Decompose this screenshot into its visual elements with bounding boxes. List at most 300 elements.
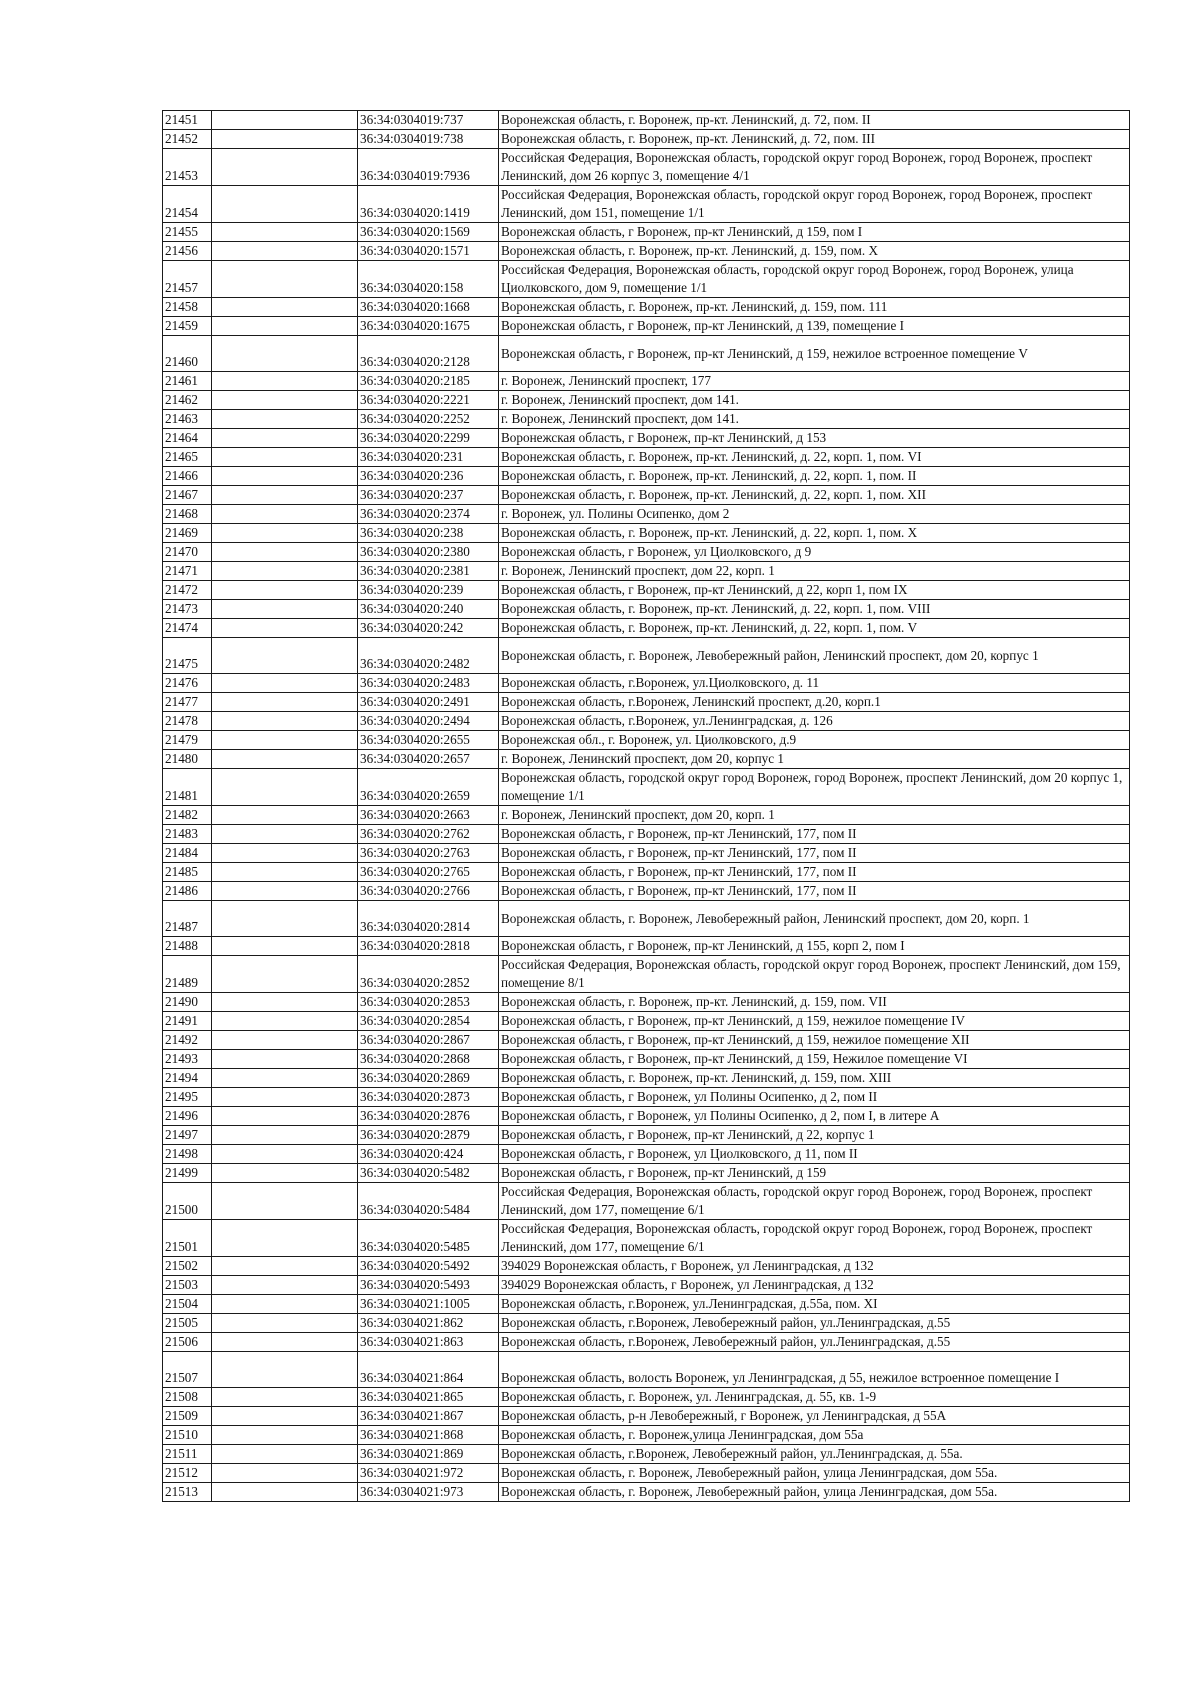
row-number-cell: 21493 <box>163 1050 212 1069</box>
table-row <box>163 825 1130 844</box>
row-number-cell: 21502 <box>163 1257 212 1276</box>
address-cell: Воронежская область, г Воронеж, пр-кт Ленинский, д 159, нежилое встроенное помещение V <box>499 336 1130 372</box>
table-row <box>163 543 1130 562</box>
cadastral-number-cell: 36:34:0304020:2766 <box>358 882 499 901</box>
empty-cell <box>212 993 358 1012</box>
cadastral-number-cell: 36:34:0304020:237 <box>358 486 499 505</box>
address-cell: Воронежская область, г Воронеж, пр-кт Ленинский, 177, пом II <box>499 844 1130 863</box>
address-cell: Воронежская область, г Воронеж, пр-кт Ленинский, д 159 <box>499 1164 1130 1183</box>
empty-cell <box>212 750 358 769</box>
cadastral-number-cell: 36:34:0304020:2852 <box>358 956 499 993</box>
table-row <box>163 372 1130 391</box>
table-row <box>163 1295 1130 1314</box>
row-number-cell: 21491 <box>163 1012 212 1031</box>
address-cell: Воронежская область, г Воронеж, ул Циолковского, д 11, пом II <box>499 1145 1130 1164</box>
cadastral-number-cell: 36:34:0304020:158 <box>358 261 499 298</box>
cadastral-number-cell: 36:34:0304020:242 <box>358 619 499 638</box>
cadastral-number-cell: 36:34:0304020:5493 <box>358 1276 499 1295</box>
row-number-cell: 21457 <box>163 261 212 298</box>
cadastral-number-cell: 36:34:0304021:869 <box>358 1445 499 1464</box>
table-row <box>163 1276 1130 1295</box>
address-cell: Российская Федерация, Воронежская область, городской округ город Воронеж, город Воронеж, проспект Ленинский, дом 177, помещение 6/1 <box>499 1220 1130 1257</box>
address-cell: Воронежская область, г. Воронеж, пр-кт. Ленинский, д. 22, корп. 1, пом. VI <box>499 448 1130 467</box>
cadastral-number-cell: 36:34:0304020:1419 <box>358 186 499 223</box>
empty-cell <box>212 429 358 448</box>
cadastral-number-cell: 36:34:0304021:864 <box>358 1352 499 1388</box>
row-number-cell: 21463 <box>163 410 212 429</box>
cadastral-number-cell: 36:34:0304020:2252 <box>358 410 499 429</box>
empty-cell <box>212 391 358 410</box>
row-number-cell: 21454 <box>163 186 212 223</box>
row-number-cell: 21495 <box>163 1088 212 1107</box>
row-number-cell: 21501 <box>163 1220 212 1257</box>
row-number-cell: 21470 <box>163 543 212 562</box>
row-number-cell: 21499 <box>163 1164 212 1183</box>
address-cell: г. Воронеж, Ленинский проспект, дом 20, корп. 1 <box>499 806 1130 825</box>
row-number-cell: 21482 <box>163 806 212 825</box>
row-number-cell: 21513 <box>163 1483 212 1502</box>
table-row <box>163 1314 1130 1333</box>
empty-cell <box>212 562 358 581</box>
cadastral-number-cell: 36:34:0304020:2763 <box>358 844 499 863</box>
row-number-cell: 21478 <box>163 712 212 731</box>
table-row <box>163 149 1130 186</box>
cadastral-number-cell: 36:34:0304021:865 <box>358 1388 499 1407</box>
table-row <box>163 619 1130 638</box>
address-cell: Воронежская обл., г. Воронеж, ул. Циолковского, д.9 <box>499 731 1130 750</box>
table-row <box>163 524 1130 543</box>
table-row <box>163 1483 1130 1502</box>
empty-cell <box>212 130 358 149</box>
cadastral-number-cell: 36:34:0304021:867 <box>358 1407 499 1426</box>
row-number-cell: 21500 <box>163 1183 212 1220</box>
address-cell: 394029 Воронежская область, г Воронеж, ул Ленинградская, д 132 <box>499 1257 1130 1276</box>
table-row <box>163 1088 1130 1107</box>
table-row <box>163 467 1130 486</box>
address-cell: г. Воронеж, Ленинский проспект, дом 141. <box>499 410 1130 429</box>
address-cell: Воронежская область, г. Воронеж, Левобережный район, Ленинский проспект, дом 20, корп. 1 <box>499 901 1130 937</box>
empty-cell <box>212 674 358 693</box>
address-cell: 394029 Воронежская область, г Воронеж, ул Ленинградская, д 132 <box>499 1276 1130 1295</box>
table-row <box>163 391 1130 410</box>
address-cell: Воронежская область, г. Воронеж, пр-кт. Ленинский, д. 159, пом. X <box>499 242 1130 261</box>
row-number-cell: 21511 <box>163 1445 212 1464</box>
address-cell: Воронежская область, г.Воронеж, Левобережный район, ул.Ленинградская, д. 55а. <box>499 1445 1130 1464</box>
cadastral-number-cell: 36:34:0304020:5484 <box>358 1183 499 1220</box>
address-cell: Воронежская область, г.Воронеж, Левобережный район, ул.Ленинградская, д.55 <box>499 1333 1130 1352</box>
empty-cell <box>212 298 358 317</box>
table-row <box>163 1388 1130 1407</box>
address-cell: Воронежская область, г. Воронеж, пр-кт. Ленинский, д. 22, корп. 1, пом. VIII <box>499 600 1130 619</box>
cadastral-number-cell: 36:34:0304020:1668 <box>358 298 499 317</box>
document-page <box>162 110 1130 1502</box>
empty-cell <box>212 806 358 825</box>
empty-cell <box>212 619 358 638</box>
table-row <box>163 638 1130 674</box>
address-cell: Воронежская область, г Воронеж, пр-кт Ленинский, д 159, пом I <box>499 223 1130 242</box>
row-number-cell: 21460 <box>163 336 212 372</box>
cadastral-number-cell: 36:34:0304020:2879 <box>358 1126 499 1145</box>
cadastral-number-cell: 36:34:0304021:1005 <box>358 1295 499 1314</box>
cadastral-number-cell: 36:34:0304020:2491 <box>358 693 499 712</box>
table-row <box>163 1069 1130 1088</box>
empty-cell <box>212 1164 358 1183</box>
cadastral-number-cell: 36:34:0304020:2818 <box>358 937 499 956</box>
empty-cell <box>212 1426 358 1445</box>
empty-cell <box>212 1031 358 1050</box>
table-row <box>163 1464 1130 1483</box>
address-cell: Воронежская область, г Воронеж, ул Циолковского, д 9 <box>499 543 1130 562</box>
empty-cell <box>212 600 358 619</box>
table-row <box>163 1352 1130 1388</box>
cadastral-number-cell: 36:34:0304020:2482 <box>358 638 499 674</box>
empty-cell <box>212 336 358 372</box>
table-row <box>163 410 1130 429</box>
cadastral-number-cell: 36:34:0304020:2814 <box>358 901 499 937</box>
row-number-cell: 21461 <box>163 372 212 391</box>
table-row <box>163 693 1130 712</box>
address-cell: Воронежская область, г Воронеж, пр-кт Ленинский, д 22, корп 1, пом IX <box>499 581 1130 600</box>
empty-cell <box>212 956 358 993</box>
table-row <box>163 901 1130 937</box>
empty-cell <box>212 543 358 562</box>
table-row <box>163 1012 1130 1031</box>
cadastral-number-cell: 36:34:0304020:1571 <box>358 242 499 261</box>
cadastral-number-cell: 36:34:0304020:2868 <box>358 1050 499 1069</box>
table-row <box>163 882 1130 901</box>
address-cell: Воронежская область, г Воронеж, пр-кт Ленинский, д 22, корпус 1 <box>499 1126 1130 1145</box>
empty-cell <box>212 937 358 956</box>
table-row <box>163 562 1130 581</box>
table-row <box>163 317 1130 336</box>
empty-cell <box>212 1220 358 1257</box>
empty-cell <box>212 149 358 186</box>
cadastral-number-cell: 36:34:0304020:2494 <box>358 712 499 731</box>
empty-cell <box>212 901 358 937</box>
address-cell: Воронежская область, г. Воронеж, пр-кт. Ленинский, д. 159, пом. XIII <box>499 1069 1130 1088</box>
row-number-cell: 21469 <box>163 524 212 543</box>
row-number-cell: 21488 <box>163 937 212 956</box>
table-row <box>163 1031 1130 1050</box>
address-cell: Воронежская область, г. Воронеж, пр-кт. Ленинский, д. 159, пом. VII <box>499 993 1130 1012</box>
row-number-cell: 21484 <box>163 844 212 863</box>
row-number-cell: 21455 <box>163 223 212 242</box>
row-number-cell: 21453 <box>163 149 212 186</box>
row-number-cell: 21456 <box>163 242 212 261</box>
row-number-cell: 21512 <box>163 1464 212 1483</box>
address-cell: Российская Федерация, Воронежская область, городской округ город Воронеж, город Воронеж, улица Циолковского, дом 9, помещение 1/1 <box>499 261 1130 298</box>
cadastral-number-cell: 36:34:0304020:2762 <box>358 825 499 844</box>
row-number-cell: 21476 <box>163 674 212 693</box>
cadastral-number-cell: 36:34:0304020:2299 <box>358 429 499 448</box>
cadastral-number-cell: 36:34:0304020:5485 <box>358 1220 499 1257</box>
empty-cell <box>212 223 358 242</box>
table-row <box>163 1407 1130 1426</box>
empty-cell <box>212 731 358 750</box>
address-cell: Воронежская область, г. Воронеж, пр-кт. Ленинский, д. 22, корп. 1, пом. V <box>499 619 1130 638</box>
cadastral-number-cell: 36:34:0304019:7936 <box>358 149 499 186</box>
address-cell: Воронежская область, г Воронеж, пр-кт Ленинский, д 155, корп 2, пом I <box>499 937 1130 956</box>
row-number-cell: 21452 <box>163 130 212 149</box>
table-row <box>163 1426 1130 1445</box>
address-cell: Воронежская область, г.Воронеж, Левобережный район, ул.Ленинградская, д.55 <box>499 1314 1130 1333</box>
address-cell: г. Воронеж, Ленинский проспект, дом 22, корп. 1 <box>499 562 1130 581</box>
empty-cell <box>212 1145 358 1164</box>
row-number-cell: 21468 <box>163 505 212 524</box>
row-number-cell: 21473 <box>163 600 212 619</box>
table-row <box>163 130 1130 149</box>
empty-cell <box>212 1388 358 1407</box>
empty-cell <box>212 844 358 863</box>
table-row <box>163 486 1130 505</box>
cadastral-number-cell: 36:34:0304020:2655 <box>358 731 499 750</box>
table-row <box>163 1257 1130 1276</box>
row-number-cell: 21505 <box>163 1314 212 1333</box>
cadastral-number-cell: 36:34:0304020:2380 <box>358 543 499 562</box>
row-number-cell: 21479 <box>163 731 212 750</box>
address-cell: Российская Федерация, Воронежская область, городской округ город Воронеж, город Воронеж, проспект Ленинский, дом 26 корпус 3, помещение 4/1 <box>499 149 1130 186</box>
row-number-cell: 21459 <box>163 317 212 336</box>
empty-cell <box>212 581 358 600</box>
empty-cell <box>212 410 358 429</box>
empty-cell <box>212 1445 358 1464</box>
empty-cell <box>212 1050 358 1069</box>
table-row <box>163 844 1130 863</box>
row-number-cell: 21498 <box>163 1145 212 1164</box>
empty-cell <box>212 882 358 901</box>
address-cell: Воронежская область, г Воронеж, ул Полины Осипенко, д 2, пом II <box>499 1088 1130 1107</box>
row-number-cell: 21458 <box>163 298 212 317</box>
address-cell: г. Воронеж, ул. Полины Осипенко, дом 2 <box>499 505 1130 524</box>
cadastral-number-cell: 36:34:0304021:862 <box>358 1314 499 1333</box>
address-cell: Воронежская область, г Воронеж, пр-кт Ленинский, 177, пом II <box>499 882 1130 901</box>
table-row <box>163 956 1130 993</box>
cadastral-number-cell: 36:34:0304020:2659 <box>358 769 499 806</box>
cadastral-number-cell: 36:34:0304020:5482 <box>358 1164 499 1183</box>
empty-cell <box>212 1183 358 1220</box>
table-row <box>163 1164 1130 1183</box>
empty-cell <box>212 712 358 731</box>
cadastral-number-cell: 36:34:0304021:863 <box>358 1333 499 1352</box>
empty-cell <box>212 1069 358 1088</box>
address-cell: Воронежская область, р-н Левобережный, г Воронеж, ул Ленинградская, д 55А <box>499 1407 1130 1426</box>
empty-cell <box>212 467 358 486</box>
address-cell: Российская Федерация, Воронежская область, городской округ город Воронеж, проспект Ленинский, дом 159, помещение 8/1 <box>499 956 1130 993</box>
table-row <box>163 1107 1130 1126</box>
row-number-cell: 21510 <box>163 1426 212 1445</box>
empty-cell <box>212 1407 358 1426</box>
cadastral-number-cell: 36:34:0304020:2867 <box>358 1031 499 1050</box>
empty-cell <box>212 1464 358 1483</box>
row-number-cell: 21472 <box>163 581 212 600</box>
cadastral-number-cell: 36:34:0304020:238 <box>358 524 499 543</box>
empty-cell <box>212 693 358 712</box>
table-row <box>163 769 1130 806</box>
row-number-cell: 21492 <box>163 1031 212 1050</box>
address-cell: Воронежская область, г. Воронеж,улица Ленинградская, дом 55а <box>499 1426 1130 1445</box>
address-cell: Российская Федерация, Воронежская область, городской округ город Воронеж, город Воронеж, проспект Ленинский, дом 177, помещение 6/1 <box>499 1183 1130 1220</box>
table-row <box>163 937 1130 956</box>
table-row <box>163 712 1130 731</box>
row-number-cell: 21509 <box>163 1407 212 1426</box>
row-number-cell: 21464 <box>163 429 212 448</box>
cadastral-number-cell: 36:34:0304020:1569 <box>358 223 499 242</box>
address-cell: Воронежская область, г.Воронеж, ул.Циолковского, д. 11 <box>499 674 1130 693</box>
table-row <box>163 298 1130 317</box>
empty-cell <box>212 261 358 298</box>
cadastral-number-cell: 36:34:0304020:2381 <box>358 562 499 581</box>
row-number-cell: 21507 <box>163 1352 212 1388</box>
address-cell: Воронежская область, г. Воронеж, Левобережный район, улица Ленинградская, дом 55а. <box>499 1483 1130 1502</box>
empty-cell <box>212 524 358 543</box>
cadastral-number-cell: 36:34:0304020:2873 <box>358 1088 499 1107</box>
address-cell: Воронежская область, городской округ город Воронеж, город Воронеж, проспект Ленинский, дом 20 корпус 1, помещение 1/1 <box>499 769 1130 806</box>
empty-cell <box>212 1295 358 1314</box>
registry-table <box>162 110 1130 1502</box>
cadastral-number-cell: 36:34:0304020:240 <box>358 600 499 619</box>
row-number-cell: 21487 <box>163 901 212 937</box>
empty-cell <box>212 1126 358 1145</box>
cadastral-number-cell: 36:34:0304019:737 <box>358 111 499 130</box>
table-row <box>163 1050 1130 1069</box>
empty-cell <box>212 1483 358 1502</box>
address-cell: Воронежская область, г Воронеж, пр-кт Ленинский, д 159, нежилое помещение XII <box>499 1031 1130 1050</box>
address-cell: Воронежская область, г.Воронеж, ул.Ленинградская, д.55а, пом. XI <box>499 1295 1130 1314</box>
cadastral-number-cell: 36:34:0304020:2128 <box>358 336 499 372</box>
address-cell: Воронежская область, г.Воронеж, Ленинский проспект, д.20, корп.1 <box>499 693 1130 712</box>
table-row <box>163 1445 1130 1464</box>
cadastral-number-cell: 36:34:0304020:239 <box>358 581 499 600</box>
cadastral-number-cell: 36:34:0304020:2185 <box>358 372 499 391</box>
row-number-cell: 21486 <box>163 882 212 901</box>
row-number-cell: 21475 <box>163 638 212 674</box>
empty-cell <box>212 111 358 130</box>
cadastral-number-cell: 36:34:0304020:2876 <box>358 1107 499 1126</box>
table-row <box>163 1126 1130 1145</box>
cadastral-number-cell: 36:34:0304021:973 <box>358 1483 499 1502</box>
address-cell: Воронежская область, г Воронеж, пр-кт Ленинский, д 159, Нежилое помещение VI <box>499 1050 1130 1069</box>
address-cell: Воронежская область, волость Воронеж, ул Ленинградская, д 55, нежилое встроенное помещение I <box>499 1352 1130 1388</box>
cadastral-number-cell: 36:34:0304020:2221 <box>358 391 499 410</box>
cadastral-number-cell: 36:34:0304020:5492 <box>358 1257 499 1276</box>
cadastral-number-cell: 36:34:0304020:2765 <box>358 863 499 882</box>
address-cell: Воронежская область, г Воронеж, пр-кт Ленинский, 177, пом II <box>499 863 1130 882</box>
row-number-cell: 21504 <box>163 1295 212 1314</box>
table-row <box>163 336 1130 372</box>
cadastral-number-cell: 36:34:0304021:972 <box>358 1464 499 1483</box>
table-row <box>163 1145 1130 1164</box>
address-cell: Воронежская область, г. Воронеж, Левобережный район, улица Ленинградская, дом 55а. <box>499 1464 1130 1483</box>
cadastral-number-cell: 36:34:0304020:424 <box>358 1145 499 1164</box>
cadastral-number-cell: 36:34:0304020:2854 <box>358 1012 499 1031</box>
address-cell: Воронежская область, г. Воронеж, пр-кт. Ленинский, д. 22, корп. 1, пом. XII <box>499 486 1130 505</box>
address-cell: Воронежская область, г.Воронеж, ул.Ленинградская, д. 126 <box>499 712 1130 731</box>
cadastral-number-cell: 36:34:0304020:2663 <box>358 806 499 825</box>
registry-table-body <box>163 111 1130 1502</box>
cadastral-number-cell: 36:34:0304020:1675 <box>358 317 499 336</box>
empty-cell <box>212 1314 358 1333</box>
address-cell: Воронежская область, г Воронеж, пр-кт Ленинский, д 153 <box>499 429 1130 448</box>
table-row <box>163 429 1130 448</box>
empty-cell <box>212 448 358 467</box>
row-number-cell: 21466 <box>163 467 212 486</box>
empty-cell <box>212 1088 358 1107</box>
row-number-cell: 21508 <box>163 1388 212 1407</box>
table-row <box>163 863 1130 882</box>
empty-cell <box>212 1333 358 1352</box>
row-number-cell: 21465 <box>163 448 212 467</box>
address-cell: г. Воронеж, Ленинский проспект, дом 141. <box>499 391 1130 410</box>
cadastral-number-cell: 36:34:0304020:2657 <box>358 750 499 769</box>
empty-cell <box>212 863 358 882</box>
cadastral-number-cell: 36:34:0304020:2869 <box>358 1069 499 1088</box>
address-cell: Воронежская область, г. Воронеж, ул. Ленинградская, д. 55, кв. 1-9 <box>499 1388 1130 1407</box>
table-row <box>163 242 1130 261</box>
table-row <box>163 1220 1130 1257</box>
row-number-cell: 21496 <box>163 1107 212 1126</box>
address-cell: Воронежская область, г. Воронеж, пр-кт. Ленинский, д. 72, пом. III <box>499 130 1130 149</box>
table-row <box>163 674 1130 693</box>
empty-cell <box>212 825 358 844</box>
table-row <box>163 993 1130 1012</box>
address-cell: Воронежская область, г. Воронеж, пр-кт. Ленинский, д. 72, пом. II <box>499 111 1130 130</box>
empty-cell <box>212 486 358 505</box>
table-row <box>163 1333 1130 1352</box>
address-cell: Воронежская область, г. Воронеж, пр-кт. Ленинский, д. 22, корп. 1, пом. II <box>499 467 1130 486</box>
address-cell: Воронежская область, г. Воронеж, пр-кт. Ленинский, д. 159, пом. 111 <box>499 298 1130 317</box>
row-number-cell: 21462 <box>163 391 212 410</box>
empty-cell <box>212 1107 358 1126</box>
table-row <box>163 223 1130 242</box>
table-row <box>163 600 1130 619</box>
empty-cell <box>212 317 358 336</box>
empty-cell <box>212 1276 358 1295</box>
cadastral-number-cell: 36:34:0304020:2853 <box>358 993 499 1012</box>
row-number-cell: 21485 <box>163 863 212 882</box>
row-number-cell: 21483 <box>163 825 212 844</box>
cadastral-number-cell: 36:34:0304020:231 <box>358 448 499 467</box>
row-number-cell: 21489 <box>163 956 212 993</box>
address-cell: г. Воронеж, Ленинский проспект, 177 <box>499 372 1130 391</box>
table-row <box>163 186 1130 223</box>
empty-cell <box>212 242 358 261</box>
row-number-cell: 21503 <box>163 1276 212 1295</box>
row-number-cell: 21471 <box>163 562 212 581</box>
empty-cell <box>212 769 358 806</box>
address-cell: Воронежская область, г Воронеж, пр-кт Ленинский, д 139, помещение I <box>499 317 1130 336</box>
empty-cell <box>212 1012 358 1031</box>
address-cell: Воронежская область, г. Воронеж, Левобережный район, Ленинский проспект, дом 20, корпус 1 <box>499 638 1130 674</box>
table-row <box>163 1183 1130 1220</box>
address-cell: Воронежская область, г Воронеж, пр-кт Ленинский, 177, пом II <box>499 825 1130 844</box>
address-cell: Воронежская область, г Воронеж, ул Полины Осипенко, д 2, пом I, в литере А <box>499 1107 1130 1126</box>
table-row <box>163 448 1130 467</box>
table-row <box>163 261 1130 298</box>
cadastral-number-cell: 36:34:0304019:738 <box>358 130 499 149</box>
address-cell: г. Воронеж, Ленинский проспект, дом 20, корпус 1 <box>499 750 1130 769</box>
table-row <box>163 750 1130 769</box>
row-number-cell: 21497 <box>163 1126 212 1145</box>
row-number-cell: 21451 <box>163 111 212 130</box>
row-number-cell: 21490 <box>163 993 212 1012</box>
row-number-cell: 21467 <box>163 486 212 505</box>
table-row <box>163 505 1130 524</box>
cadastral-number-cell: 36:34:0304020:2374 <box>358 505 499 524</box>
empty-cell <box>212 372 358 391</box>
table-row <box>163 806 1130 825</box>
table-row <box>163 731 1130 750</box>
row-number-cell: 21506 <box>163 1333 212 1352</box>
